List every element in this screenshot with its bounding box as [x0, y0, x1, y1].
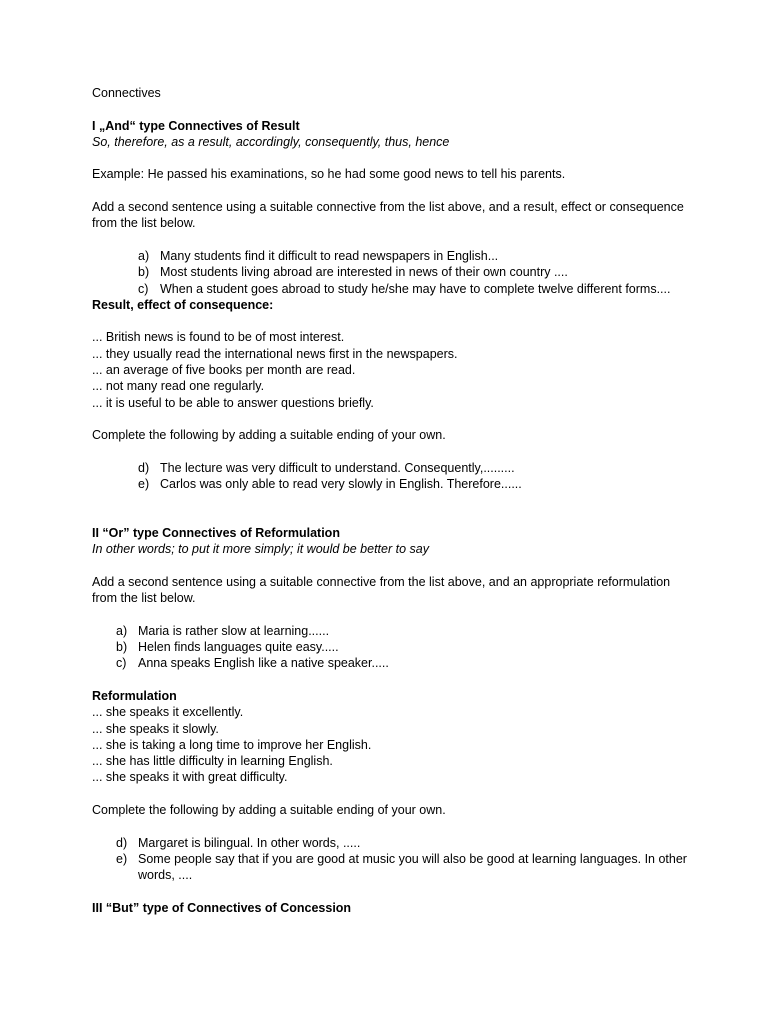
item-text: Maria is rather slow at learning...... [138, 623, 330, 638]
item-letter: a) [116, 623, 128, 638]
result-line: ... it is useful to be able to answer questions briefly. [92, 395, 374, 410]
section2-complete-instruction: Complete the following by adding a suitable ending of your own. [92, 803, 446, 818]
list-item [92, 281, 692, 297]
list-item [92, 476, 692, 492]
list-item [92, 264, 692, 280]
section1-complete-instruction: Complete the following by adding a suitable ending of your own. [92, 428, 446, 443]
section2-connective-list: In other words; to put it more simply; it would be better to say [92, 542, 429, 557]
reform-line: ... she speaks it with great difficulty. [92, 770, 288, 785]
item-text: Anna speaks English like a native speaker..... [138, 656, 389, 671]
list-item [92, 460, 692, 476]
section1-items [92, 248, 692, 297]
section2-heading: II “Or” type Connectives of Reformulation [92, 526, 340, 541]
document-page [92, 85, 692, 916]
item-letter: c) [138, 281, 149, 296]
section1-heading: I „And“ type Connectives of Result [92, 118, 300, 133]
section2-complete-items [92, 835, 692, 884]
section3-heading: III “But” type of Connectives of Concession [92, 900, 352, 915]
item-text: When a student goes abroad to study he/she may have to complete twelve different forms.... [160, 281, 671, 296]
item-text: Many students find it difficult to read newspapers in English... [160, 248, 499, 263]
result-line: ... an average of five books per month are read. [92, 363, 356, 378]
item-letter: d) [138, 460, 150, 475]
item-text: Most students living abroad are interested in news of their own country .... [160, 265, 568, 280]
reform-line: ... she speaks it excellently. [92, 705, 244, 720]
list-item [92, 851, 692, 884]
reform-line: ... she is taking a long time to improve her English. [92, 737, 372, 752]
section2-instruction: Add a second sentence using a suitable connective from the list above, and an appropriate reformulation from the list below. [92, 574, 671, 606]
reform-line: ... she speaks it slowly. [92, 721, 219, 736]
item-letter: a) [138, 248, 150, 263]
result-line: ... not many read one regularly. [92, 379, 265, 394]
item-text: Some people say that if you are good at music you will also be good at learning languages. In other words, .... [138, 851, 687, 883]
section1-instruction: Add a second sentence using a suitable connective from the list above, and a result, effect or consequence from the list below. [92, 200, 684, 231]
item-letter: d) [116, 835, 128, 850]
item-letter: c) [116, 656, 127, 671]
section1-connective-list: So, therefore, as a result, accordingly, consequently, thus, hence [92, 134, 450, 149]
section2-reform-heading: Reformulation [92, 688, 177, 703]
section1-complete-items [92, 460, 692, 493]
list-item [92, 655, 692, 671]
item-text: Carlos was only able to read very slowly in English. Therefore...... [160, 477, 522, 492]
result-line: ... British news is found to be of most interest. [92, 330, 345, 345]
result-line: ... they usually read the international news first in the newspapers. [92, 346, 458, 361]
list-item [92, 623, 692, 639]
list-item [92, 639, 692, 655]
list-item [92, 248, 692, 264]
list-item [92, 835, 692, 851]
document-title: Connectives [92, 86, 161, 100]
item-letter: e) [138, 477, 150, 492]
section2-items [92, 623, 692, 672]
section1-example: Example: He passed his examinations, so he had some good news to tell his parents. [92, 167, 566, 182]
item-text: The lecture was very difficult to understand. Consequently,......... [160, 460, 515, 475]
reform-line: ... she has little difficulty in learning English. [92, 754, 333, 769]
item-letter: b) [116, 640, 128, 655]
item-text: Margaret is bilingual. In other words, ..... [138, 835, 361, 850]
item-letter: b) [138, 265, 150, 280]
item-letter: e) [116, 851, 128, 866]
item-text: Helen finds languages quite easy..... [138, 640, 339, 655]
section1-result-heading: Result, effect of consequence: [92, 297, 274, 312]
